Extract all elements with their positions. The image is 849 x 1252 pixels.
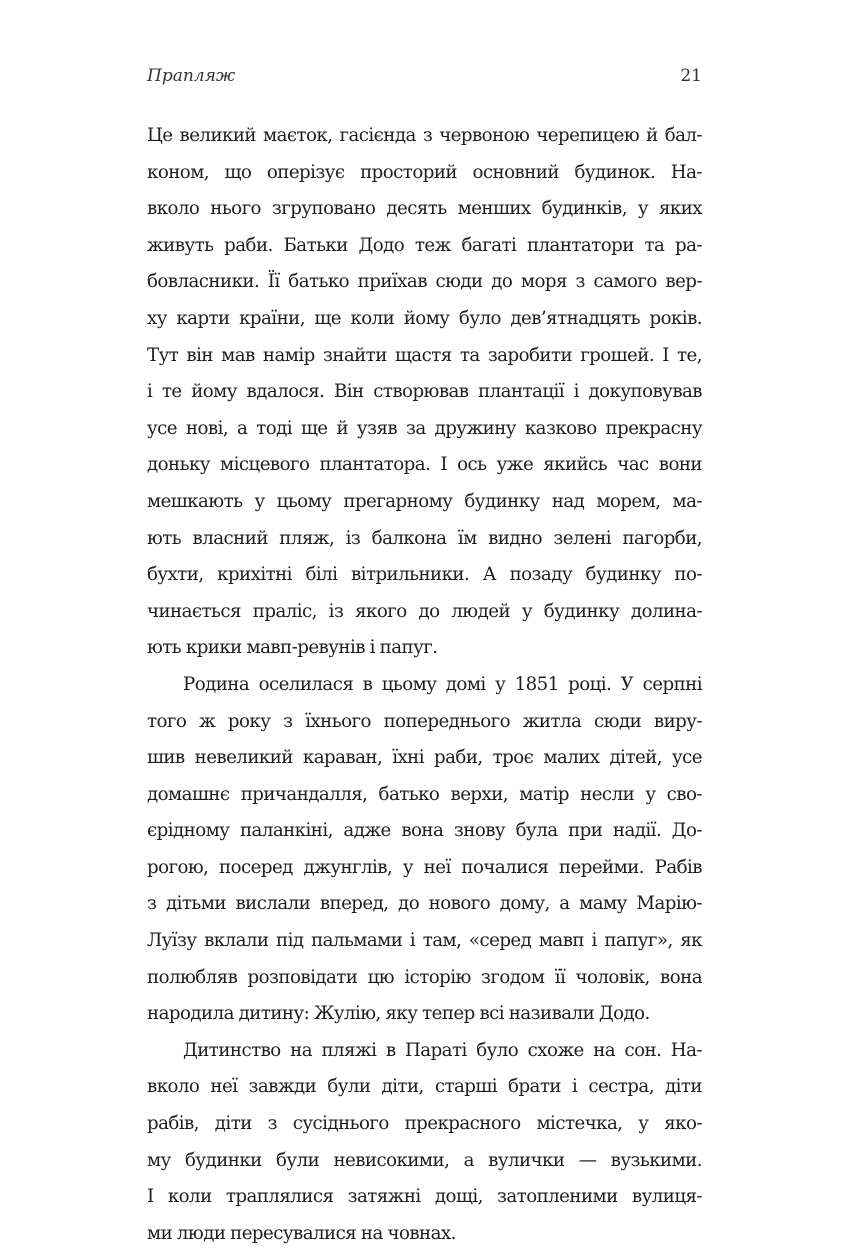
- page-number: 21: [680, 66, 702, 86]
- text-line: коном, що оперізує просторий основний будинок. На-: [147, 161, 702, 183]
- text-line: ють власний пляж, із балкона їм видно зелені пагорби,: [147, 527, 702, 549]
- text-line: шив невеликий караван, їхні раби, троє малих дітей, усе: [147, 747, 702, 769]
- text-line: з дітьми вислали вперед, до нового дому, а маму Марію-: [147, 893, 702, 915]
- text-line: ють крики мавп-ревунів і папуг.: [147, 637, 438, 659]
- text-line: І коли траплялися затяжні дощі, затопленими вулиця-: [147, 1186, 702, 1208]
- text-line: Родина оселилася в цьому домі у 1851 році. У серпні: [183, 673, 702, 695]
- page-header: [147, 66, 702, 96]
- text-line: вколо нього згруповано десять менших будинків, у яких: [147, 198, 702, 220]
- text-line: Тут він мав намір знайти щастя та заробити грошей. І те,: [147, 344, 702, 366]
- text-line: вколо неї завжди були діти, старші брати і сестра, діти: [147, 1076, 702, 1098]
- body-text: [147, 118, 702, 1252]
- running-head: Прапляж: [147, 66, 236, 86]
- text-line: домашнє причандалля, батько верхи, матір несли у сво-: [147, 783, 702, 805]
- text-line: бухти, крихітні білі вітрильники. А позаду будинку по-: [147, 564, 702, 586]
- text-line: єрідному паланкіні, адже вона знову була при надії. До-: [147, 820, 702, 842]
- text-line: і те йому вдалося. Він створював плантації і докуповував: [147, 381, 702, 403]
- text-line: народила дитину: Жулію, яку тепер всі називали Додо.: [147, 1003, 650, 1025]
- text-line: му будинки були невисокими, а вулички — вузькими.: [147, 1149, 702, 1171]
- text-line: Це великий маєток, гасієнда з червоною черепицею й бал-: [147, 125, 702, 146]
- text-line: бовласники. Її батько приїхав сюди до моря з самого вер-: [147, 271, 702, 293]
- text-line: рогою, посеред джунглів, у неї почалися перейми. Рабів: [147, 856, 702, 878]
- text-line: доньку місцевого плантатора. І ось уже якийсь час вони: [147, 454, 702, 476]
- paragraph: [147, 1033, 702, 1252]
- text-line: живуть раби. Батьки Додо теж багаті плантатори та ра-: [147, 234, 702, 256]
- text-line: ми люди пересувалися на човнах.: [147, 1222, 456, 1244]
- text-line: Луїзу вклали під пальмами і там, «серед мавп і папуг», як: [147, 930, 702, 952]
- text-line: Дитинство на пляжі в Параті було схоже на сон. На-: [183, 1039, 702, 1061]
- text-line: рабів, діти з сусіднього прекрасного містечка, у яко-: [147, 1113, 702, 1135]
- text-line: усе нові, а тоді ще й узяв за дружину казково прекрасну: [147, 417, 702, 439]
- paragraph: [147, 667, 702, 1033]
- paragraph: [147, 118, 702, 667]
- text-line: чинається праліс, із якого до людей у будинку долина-: [147, 600, 702, 622]
- text-line: ху карти країни, ще коли йому було дев’ятнадцять років.: [147, 307, 702, 329]
- text-line: полюбляв розповідати цю історію згодом її чоловік, вона: [147, 966, 702, 988]
- text-line: мешкають у цьому прегарному будинку над морем, ма-: [147, 490, 702, 512]
- text-line: того ж року з їхнього попереднього житла сюди виру-: [147, 710, 702, 732]
